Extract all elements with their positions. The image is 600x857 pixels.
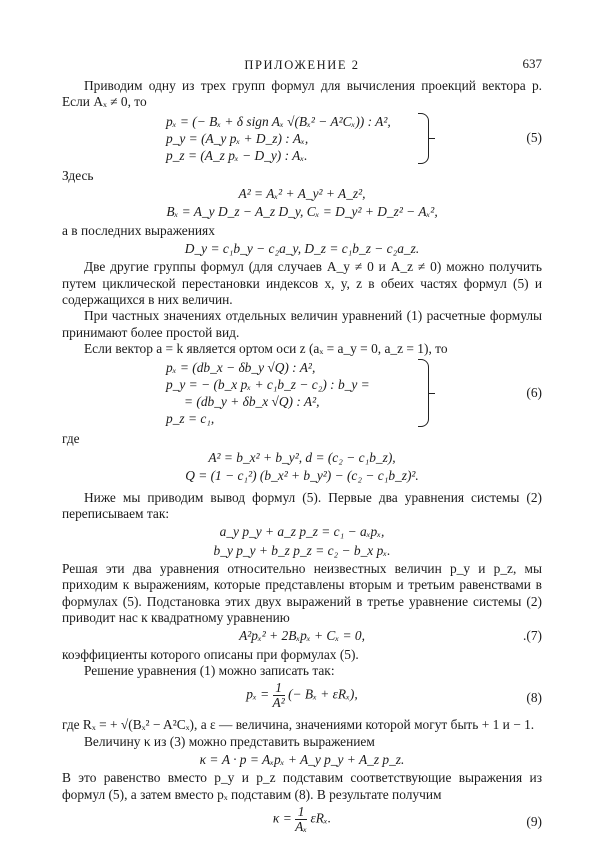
equation-8-numerator: 1 xyxy=(273,681,285,696)
label-gde: где xyxy=(62,431,80,447)
equation-8-rhs: (− Bₓ + εRₓ), xyxy=(288,686,358,702)
equation-Bx-Cx: Bₓ = A_y D_z − A_z D_y, Cₓ = D_y² + D_z² − Aₓ², xyxy=(166,204,438,220)
equation-system2-a: a_y p_y + a_z p_z = c₁ − aₓpₓ, xyxy=(219,524,385,540)
equation-9 xyxy=(62,805,542,839)
equation-Q: Q = (1 − c₁²) (b_x² + b_y²) − (c₂ − c₁b_z)². xyxy=(185,468,419,484)
equation-A2: A² = Aₓ² + A_y² + A_z², xyxy=(238,186,366,202)
equation-system-6 xyxy=(62,359,542,427)
paragraph-solution: Решение уравнения (1) можно записать так: xyxy=(84,662,335,678)
page-header xyxy=(62,52,542,78)
equation-number-8: (8) xyxy=(526,690,542,706)
paragraph-particular-values: При частных значениях отдельных величин уравнений (1) расчетные формулы принимают более простой вид. xyxy=(62,308,542,340)
equation-kappa: κ = A · p = Aₓpₓ + A_y p_y + A_z p_z. xyxy=(199,751,405,767)
equation-9-rhs: εRₓ. xyxy=(310,810,332,826)
equation-8-lhs: pₓ = xyxy=(246,686,270,702)
equation-number-9: (9) xyxy=(526,813,542,829)
eq6-line-1: pₓ = (db_x − δb_y √Q) : A², xyxy=(166,360,316,376)
equation-8-denominator: A² xyxy=(272,695,285,711)
paragraph-orth-vector: Если вектор a = k является ортом оси z (aₓ = a_y = 0, a_z = 1), то xyxy=(84,341,448,357)
right-brace-icon xyxy=(418,113,429,164)
equation-8-fraction xyxy=(273,681,285,710)
equation-9-fraction xyxy=(295,805,307,834)
equation-9-lhs: κ = xyxy=(272,810,292,826)
label-zdes: Здесь xyxy=(62,167,94,183)
equation-8 xyxy=(62,681,542,715)
eq5-line-3: p_z = (A_z pₓ − D_y) : Aₓ. xyxy=(166,147,308,163)
equation-number-5: (5) xyxy=(526,130,542,146)
equation-7 xyxy=(62,628,542,644)
paragraph-other-groups: Две другие группы формул (для случаев A_y ≠ 0 и A_z ≠ 0) можно получить путем циклической перестановки индексов x, y, z в обеих частях формул (5) и содержащихся в них величин. xyxy=(62,259,542,308)
paragraph-rx: где Rₓ = + √(Bₓ² − A²Cₓ), а ε — величина, значениями которой могут быть + 1 и − 1. xyxy=(62,717,535,733)
equation-number-6: (6) xyxy=(526,385,542,401)
eq6-line-3: = (db_y + δb_x √Q) : A², xyxy=(184,394,320,410)
paragraph-kappa-intro: Величину κ из (3) можно представить выражением xyxy=(84,733,375,749)
running-title: ПРИЛОЖЕНИЕ 2 xyxy=(244,58,360,72)
equation-9-numerator: 1 xyxy=(295,805,307,820)
equation-Dy-Dz: D_y = c₁b_y − c₂a_y, D_z = c₁b_z − c₂a_z. xyxy=(184,241,420,257)
equation-9-denominator: Aₓ xyxy=(295,819,308,834)
equation-system-5 xyxy=(62,113,542,164)
paragraph-solving: Решая эти два уравнения относительно неизвестных величин p_y и p_z, мы приходим к выражениям, которые представлены вторым и третьим равенствами в формулах (5). Подстановка этих двух выражений в третье уравнение системы (2) приводит нас к квадратному уравнению xyxy=(62,560,542,625)
document-page xyxy=(62,52,542,841)
equation-A2-d: A² = b_x² + b_y², d = (c₂ − c₁b_z), xyxy=(208,449,396,465)
eq5-line-1: pₓ = (− Bₓ + δ sign Aₓ √(Bₓ² − A²Cₓ)) : A², xyxy=(166,113,391,129)
equation-7-body: A²pₓ² + 2Bₓpₓ + Cₓ = 0, xyxy=(239,628,365,644)
eq6-line-4: p_z = c₁, xyxy=(166,411,215,427)
paragraph-intro: Приводим одну из трех групп формул для вычисления проекций вектора p. Если Aₓ ≠ 0, то xyxy=(62,78,542,110)
equation-number-7: .(7) xyxy=(523,628,542,644)
paragraph-derivation: Ниже мы приводим вывод формул (5). Первые два уравнения системы (2) переписываем так: xyxy=(62,489,542,521)
eq6-line-2: p_y = − (b_x pₓ + c₁b_z − c₂) : b_y = xyxy=(166,377,370,393)
right-brace-icon xyxy=(418,359,429,427)
eq5-line-2: p_y = (A_y pₓ + D_z) : Aₓ, xyxy=(166,130,309,146)
equation-system2-b: b_y p_y + b_z p_z = c₂ − b_x pₓ. xyxy=(213,542,391,558)
page-number: 637 xyxy=(522,56,542,71)
paragraph-substitution: В это равенство вместо p_y и p_z подставим соответствующие выражения из формул (5), а затем вместо pₓ подставим (8). В результате получим xyxy=(62,770,542,802)
paragraph-last-expressions: а в последних выражениях xyxy=(62,222,215,238)
paragraph-coefficients: коэффициенты которого описаны при формулах (5). xyxy=(62,646,359,662)
